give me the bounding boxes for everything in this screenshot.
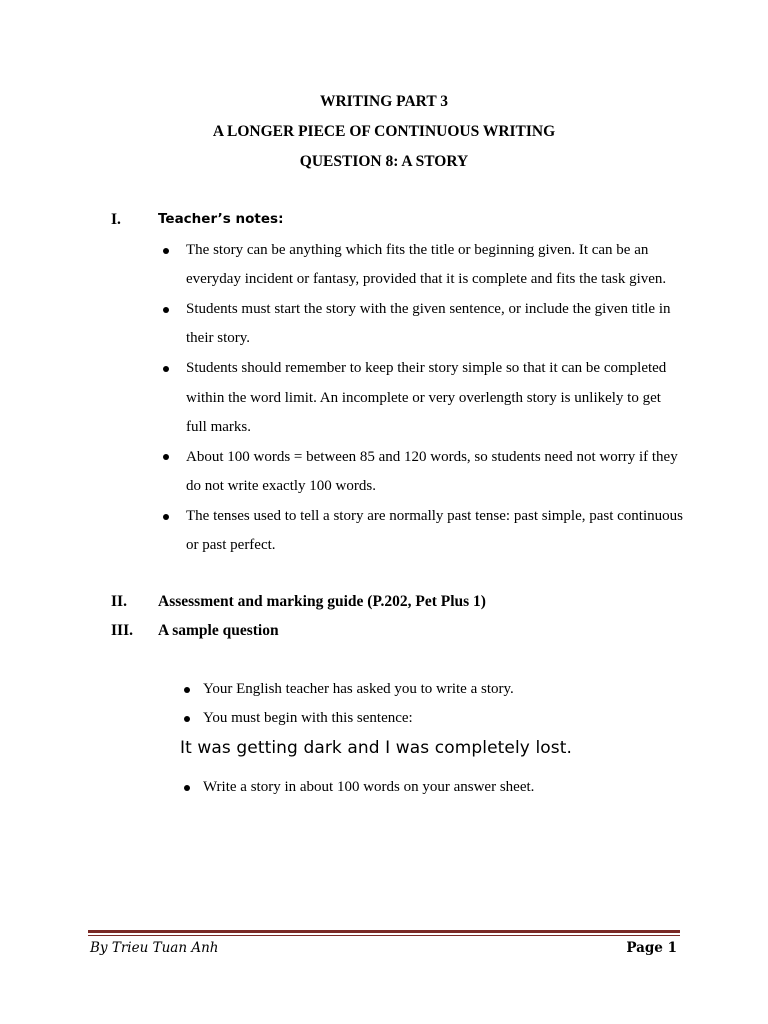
section-3-number: III. [111, 622, 133, 639]
bullet-icon [163, 248, 169, 254]
opening-sentence: It was getting dark and I was completely lost. [180, 738, 573, 758]
section-1-number: I. [111, 211, 121, 228]
heading-line-2: A LONGER PIECE OF CONTINUOUS WRITING [212, 123, 556, 140]
section-2-number: II. [111, 593, 127, 610]
footer-author: By Trieu Tuan Anh [90, 940, 219, 956]
bullet-icon [163, 514, 169, 520]
list-item [0, 236, 683, 294]
heading-line-3: QUESTION 8: A STORY [299, 153, 469, 170]
sample-bullet-2: You must begin with this sentence: [203, 710, 413, 726]
bullet-icon [163, 454, 169, 460]
teacher-notes-list [0, 236, 768, 561]
note-text: The tenses used to tell a story are normally past tense: past simple, past continuous or past perfect. [186, 508, 683, 554]
page-number: Page 1 [626, 940, 677, 956]
sample-bullet-3: Write a story in about 100 words on your answer sheet. [203, 779, 535, 795]
note-text: Students should remember to keep their story simple so that it can be completed within the word limit. An incomplete or very overlength story is unlikely to get full marks. [186, 360, 667, 435]
list-item [0, 354, 683, 442]
heading-line-1: WRITING PART 3 [319, 93, 449, 110]
bullet-icon [163, 366, 169, 372]
bullet-icon [184, 687, 190, 693]
bullet-icon [184, 785, 190, 791]
footer-rule [88, 930, 680, 933]
footer-rule-thin [88, 935, 680, 936]
bullet-icon [184, 716, 190, 722]
bullet-icon [163, 307, 169, 313]
list-item [0, 443, 683, 501]
section-3-title: A sample question [158, 622, 279, 639]
note-text: Students must start the story with the given sentence, or include the given title in their story. [186, 301, 671, 347]
list-item [0, 502, 683, 560]
section-2-title: Assessment and marking guide (P.202, Pet Plus 1) [158, 593, 486, 610]
list-item [0, 295, 683, 353]
note-text: About 100 words = between 85 and 120 words, so students need not worry if they do not write exactly 100 words. [186, 448, 678, 495]
section-1-title: Teacher’s notes: [158, 211, 284, 227]
note-text: The story can be anything which fits the title or beginning given. It can be an everyday incident or fantasy, provided that it is complete and fits the task given. [186, 242, 667, 288]
sample-bullet-1: Your English teacher has asked you to write a story. [203, 681, 514, 697]
